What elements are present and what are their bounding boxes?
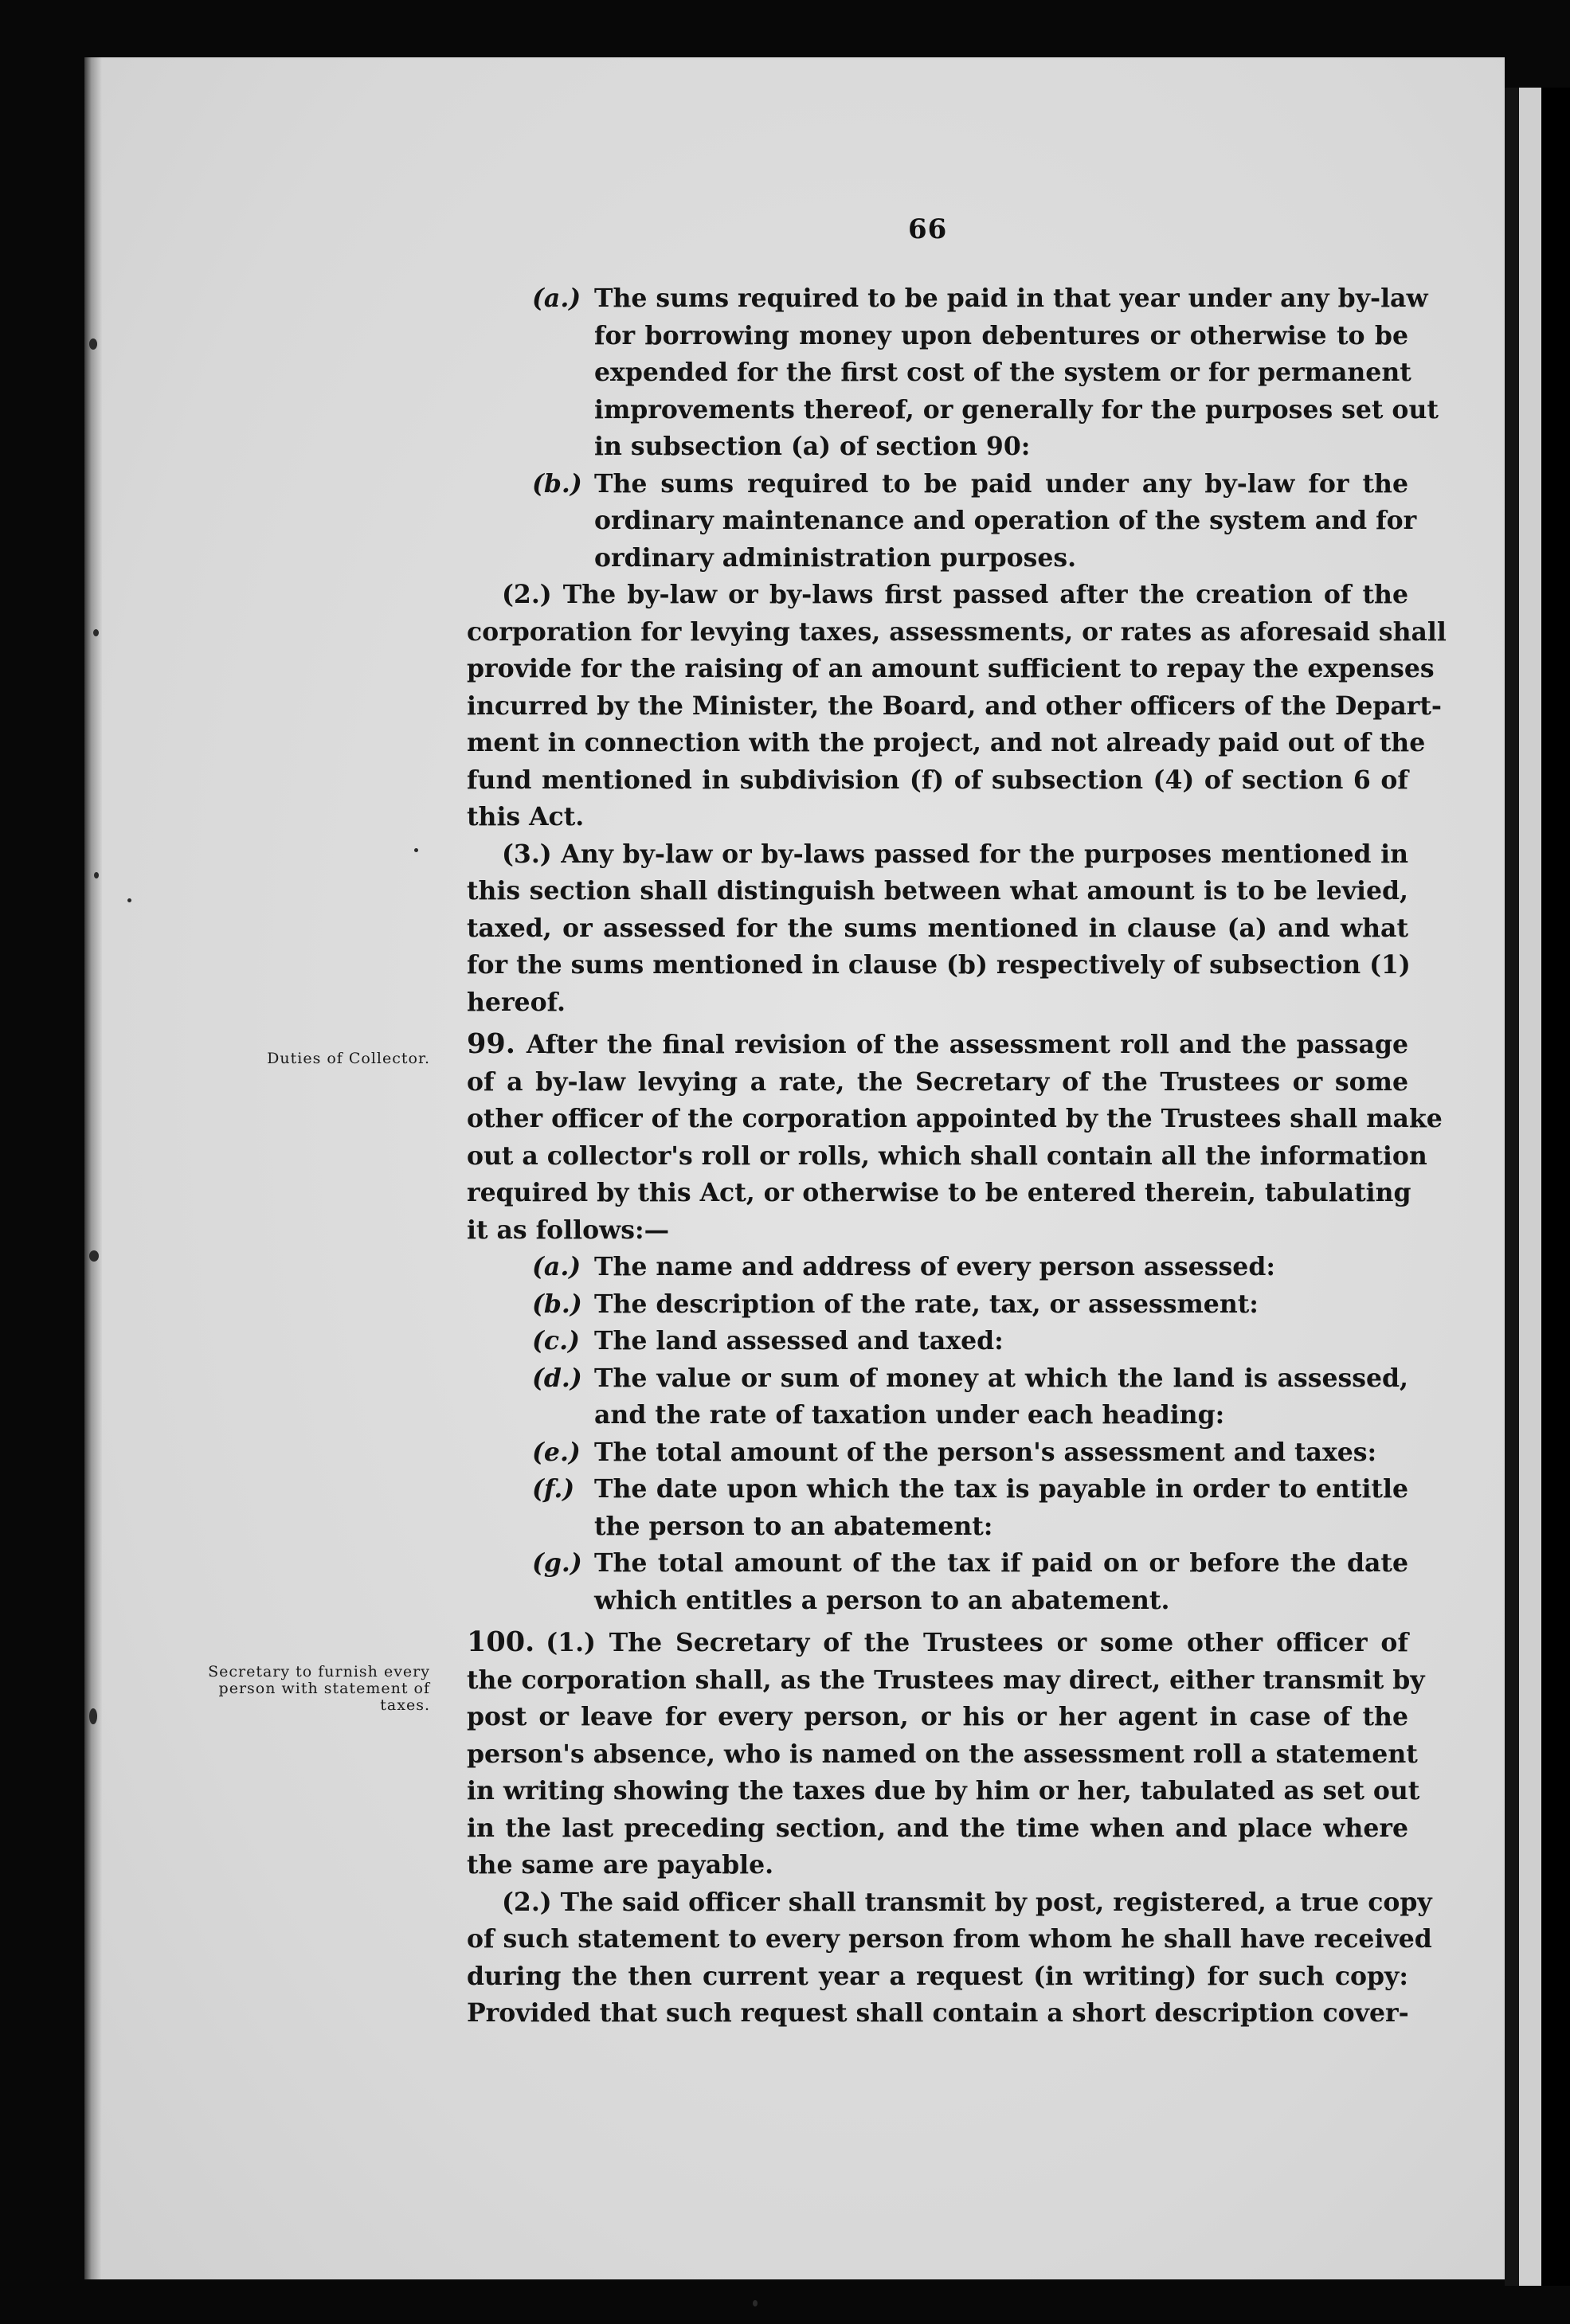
text-line: the corporation shall, as the Trustees may direct, either transmit by bbox=[467, 1665, 1425, 1695]
clause-label: (a.) bbox=[532, 1252, 581, 1281]
text-line: (2.) The by-law or by-laws first passed after the creation of the bbox=[502, 580, 1408, 609]
item-b bbox=[467, 1286, 1408, 1324]
scan-speck bbox=[127, 898, 131, 902]
text-line: hereof. bbox=[467, 987, 566, 1017]
text-line: The description of the rate, tax, or assessment: bbox=[594, 1289, 1259, 1319]
margin-note-secretary-furnish: Secretary to furnish every person with statement of taxes. bbox=[208, 1663, 430, 1714]
clause-b bbox=[467, 466, 1417, 577]
page-number: 66 bbox=[908, 213, 948, 245]
text-line: in writing showing the taxes due by him or her, tabulated as set out bbox=[467, 1776, 1420, 1806]
text-line: during the then current year a request (in writing) for such copy: bbox=[467, 1961, 1408, 1991]
text-line: post or leave for every person, or his or her agent in case of the bbox=[467, 1702, 1408, 1731]
clause-label: (f.) bbox=[532, 1474, 575, 1504]
text-line: (2.) The said officer shall transmit by post, registered, a true copy bbox=[502, 1887, 1432, 1917]
scan-speck bbox=[89, 1250, 99, 1262]
text-line: out a collector's roll or rolls, which shall contain all the information bbox=[467, 1140, 1427, 1171]
subsection-3 bbox=[467, 836, 1411, 1022]
text-line: this Act. bbox=[467, 802, 585, 831]
item-g bbox=[467, 1545, 1408, 1619]
text-line: for borrowing money upon debentures or otherwise to be bbox=[594, 320, 1408, 350]
scan-speck bbox=[89, 1708, 97, 1724]
text-line: in the last preceding section, and the time when and place where bbox=[467, 1813, 1408, 1843]
text-line: provide for the raising of an amount sufficient to repay the expenses bbox=[467, 654, 1435, 683]
clause-label: (g.) bbox=[532, 1548, 582, 1578]
text-line: the same are payable. bbox=[467, 1850, 774, 1880]
text-line: of a by-law levying a rate, the Secretary of the Trustees or some bbox=[467, 1066, 1408, 1097]
text-line: other officer of the corporation appointed by the Trustees shall make bbox=[467, 1104, 1443, 1133]
scan-speck bbox=[414, 848, 418, 852]
scan-speck bbox=[94, 872, 99, 878]
text-line: The total amount of the tax if paid on or before the date bbox=[594, 1548, 1408, 1578]
page-binding-edge bbox=[84, 57, 102, 2279]
text-line: The value or sum of money at which the land is assessed, bbox=[594, 1363, 1408, 1393]
section-99 bbox=[467, 1026, 1443, 1619]
text-line: ment in connection with the project, and not already paid out of the bbox=[467, 728, 1426, 757]
text-line: the person to an abatement: bbox=[594, 1511, 993, 1541]
body-text bbox=[467, 280, 1447, 2033]
page-gutter bbox=[1505, 88, 1519, 2286]
text-line bbox=[467, 1026, 1408, 1064]
text-line: in subsection (a) of section 90: bbox=[594, 432, 1031, 461]
text-line: corporation for levying taxes, assessments, or rates as aforesaid shall bbox=[467, 616, 1447, 647]
clause-label: (c.) bbox=[532, 1326, 580, 1356]
text-line: The sums required to be paid in that year under any by-law bbox=[594, 284, 1428, 313]
text-line: required by this Act, or otherwise to be entered therein, tabulating bbox=[467, 1178, 1411, 1207]
text-line: this section shall distinguish between what amount is to be levied, bbox=[467, 876, 1408, 906]
scan-speck bbox=[93, 629, 99, 636]
text-line: incurred by the Minister, the Board, and other officers of the Depart- bbox=[467, 691, 1442, 721]
section-first-line: (1.) The Secretary of the Trustees or some other officer of bbox=[546, 1628, 1408, 1657]
text-line: taxed, or assessed for the sums mentioned in clause (a) and what bbox=[467, 913, 1408, 943]
scan-border-right bbox=[1541, 88, 1570, 2286]
text-line: The total amount of the person's assessment and taxes: bbox=[594, 1437, 1377, 1467]
text-line: fund mentioned in subdivision (f) of subsection (4) of section 6 of bbox=[467, 765, 1408, 795]
item-c bbox=[467, 1323, 1408, 1360]
text-line: (3.) Any by-law or by-laws passed for the purposes mentioned in bbox=[502, 839, 1408, 869]
section-100 bbox=[467, 1624, 1432, 2033]
section-number: 100. bbox=[467, 1626, 535, 1658]
section-first-line: After the final revision of the assessment roll and the passage bbox=[526, 1030, 1408, 1059]
clause-label: (d.) bbox=[532, 1363, 582, 1393]
text-line: for the sums mentioned in clause (b) respectively of subsection (1) bbox=[467, 950, 1411, 980]
text-line: The name and address of every person assessed: bbox=[594, 1252, 1275, 1281]
clause-label: (b.) bbox=[532, 468, 582, 499]
text-line bbox=[467, 1624, 1408, 1662]
item-f bbox=[467, 1471, 1408, 1545]
item-a bbox=[467, 1249, 1408, 1286]
text-line: improvements thereof, or generally for the purposes set out bbox=[594, 394, 1439, 425]
item-e bbox=[467, 1434, 1408, 1472]
scan-speck bbox=[753, 2300, 758, 2306]
clause-label: (a.) bbox=[532, 284, 581, 313]
text-line: and the rate of taxation under each heading: bbox=[594, 1400, 1225, 1430]
text-line: person's absence, who is named on the assessment roll a statement bbox=[467, 1739, 1418, 1769]
text-line: ordinary maintenance and operation of the system and for bbox=[594, 506, 1417, 535]
clause-label: (b.) bbox=[532, 1289, 582, 1319]
text-line: which entitles a person to an abatement. bbox=[594, 1585, 1170, 1615]
text-line: expended for the first cost of the system or for permanent bbox=[594, 358, 1411, 387]
text-line: ordinary administration purposes. bbox=[594, 542, 1077, 573]
text-line: The date upon which the tax is payable in order to entitle bbox=[594, 1474, 1408, 1504]
clause-label: (e.) bbox=[532, 1437, 581, 1467]
item-d bbox=[467, 1360, 1408, 1434]
text-line: The sums required to be paid under any by-law for the bbox=[594, 468, 1408, 499]
text-line: it as follows:— bbox=[467, 1215, 670, 1245]
margin-note-duties-of-collector: Duties of Collector. bbox=[267, 1050, 430, 1067]
text-line: The land assessed and taxed: bbox=[594, 1326, 1004, 1356]
text-line: of such statement to every person from whom he shall have received bbox=[467, 1924, 1432, 1954]
clause-a bbox=[467, 280, 1439, 466]
text-line: Provided that such request shall contain a short description cover- bbox=[467, 1998, 1409, 2028]
section-number: 99. bbox=[467, 1027, 515, 1060]
subsection-2 bbox=[467, 577, 1447, 836]
scan-speck bbox=[89, 338, 97, 350]
